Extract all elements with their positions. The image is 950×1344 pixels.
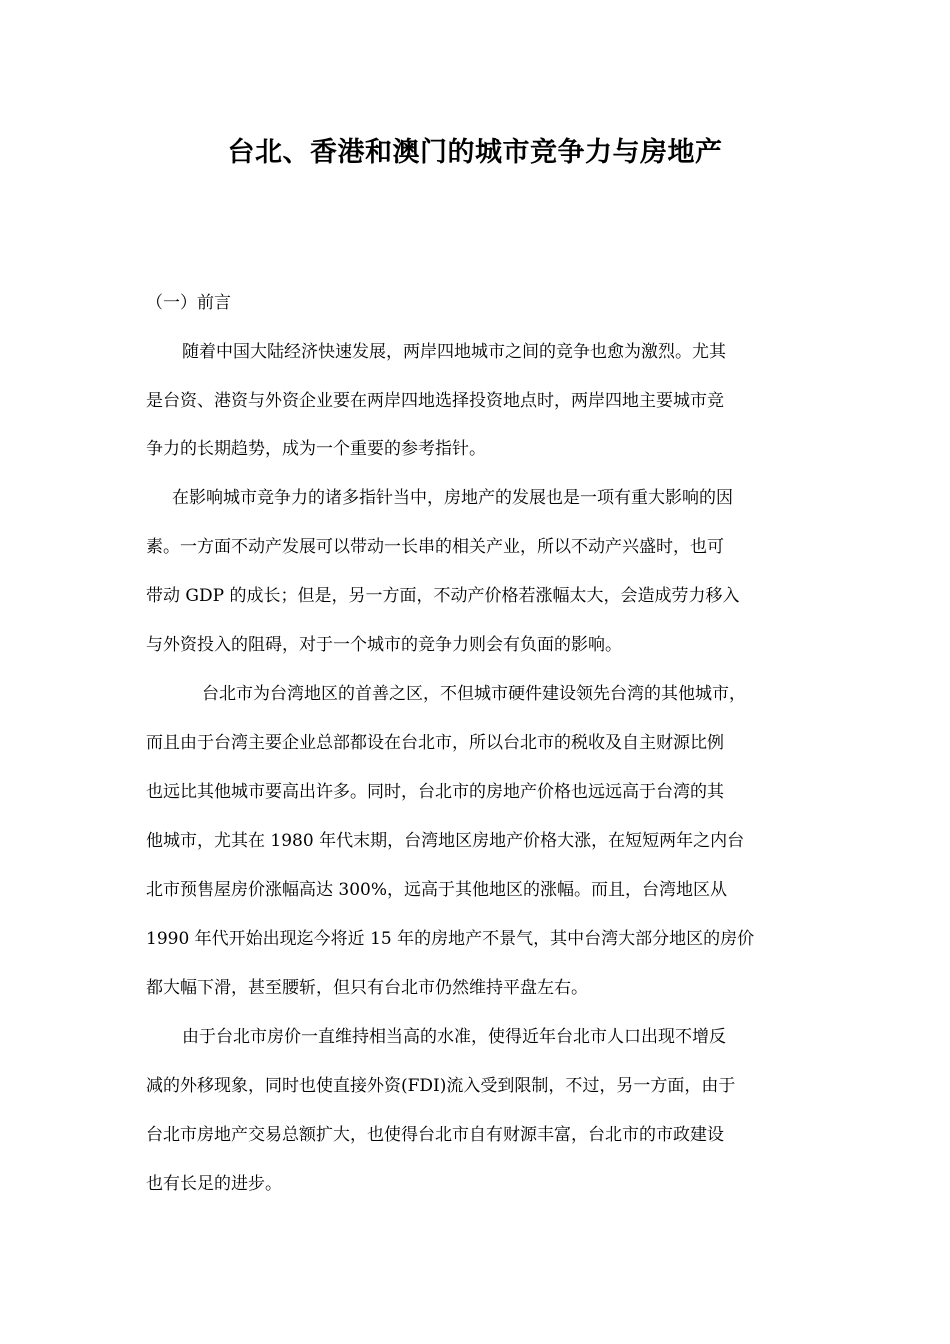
section-heading: （一）前言 [146,293,231,313]
paragraph-3-line-1: 台北市为台湾地区的首善之区，不但城市硬件建设领先台湾的其他城市， [202,684,746,704]
paragraph-4-line-2: 减的外移现象，同时也使直接外资(FDI)流入受到限制，不过，另一方面，由于 [146,1076,736,1096]
paragraph-3-line-3: 也远比其他城市要高出许多。同时，台北市的房地产价格也远远高于台湾的其 [146,782,724,802]
paragraph-2-line-3: 带动 GDP 的成长；但是，另一方面，不动产价格若涨幅太大，会造成劳力移入 [146,586,740,606]
paragraph-2-line-2: 素。一方面不动产发展可以带动一长串的相关产业，所以不动产兴盛时，也可 [146,537,724,557]
paragraph-3-line-2: 而且由于台湾主要企业总部都设在台北市，所以台北市的税收及自主财源比例 [146,733,724,753]
paragraph-3-line-7: 都大幅下滑，甚至腰斩，但只有台北市仍然维持平盘左右。 [146,978,588,998]
document-title: 台北、香港和澳门的城市竞争力与房地产 [227,137,723,168]
paragraph-2-line-1: 在影响城市竞争力的诸多指针当中，房地产的发展也是一项有重大影响的因 [172,488,733,508]
paragraph-4-line-1: 由于台北市房价一直维持相当高的水准，使得近年台北市人口出现不增反 [182,1027,726,1047]
paragraph-3-line-5: 北市预售屋房价涨幅高达 300%，远高于其他地区的涨幅。而且，台湾地区从 [146,880,728,900]
paragraph-1-line-1: 随着中国大陆经济快速发展，两岸四地城市之间的竞争也愈为激烈。尤其 [182,342,726,362]
paragraph-1-line-2: 是台资、港资与外资企业要在两岸四地选择投资地点时，两岸四地主要城市竞 [146,391,724,411]
paragraph-1-line-3: 争力的长期趋势，成为一个重要的参考指针。 [146,439,486,459]
paragraph-4-line-3: 台北市房地产交易总额扩大，也使得台北市自有财源丰富，台北市的市政建设 [146,1125,724,1145]
paragraph-4-line-4: 也有长足的进步。 [146,1174,282,1194]
paragraph-3-line-4: 他城市，尤其在 1980 年代末期，台湾地区房地产价格大涨，在短短两年之内台 [146,831,745,851]
paragraph-3-line-6: 1990 年代开始出现迄今将近 15 年的房地产不景气，其中台湾大部分地区的房价 [146,929,755,949]
paragraph-2-line-4: 与外资投入的阻碍，对于一个城市的竞争力则会有负面的影响。 [146,635,622,655]
